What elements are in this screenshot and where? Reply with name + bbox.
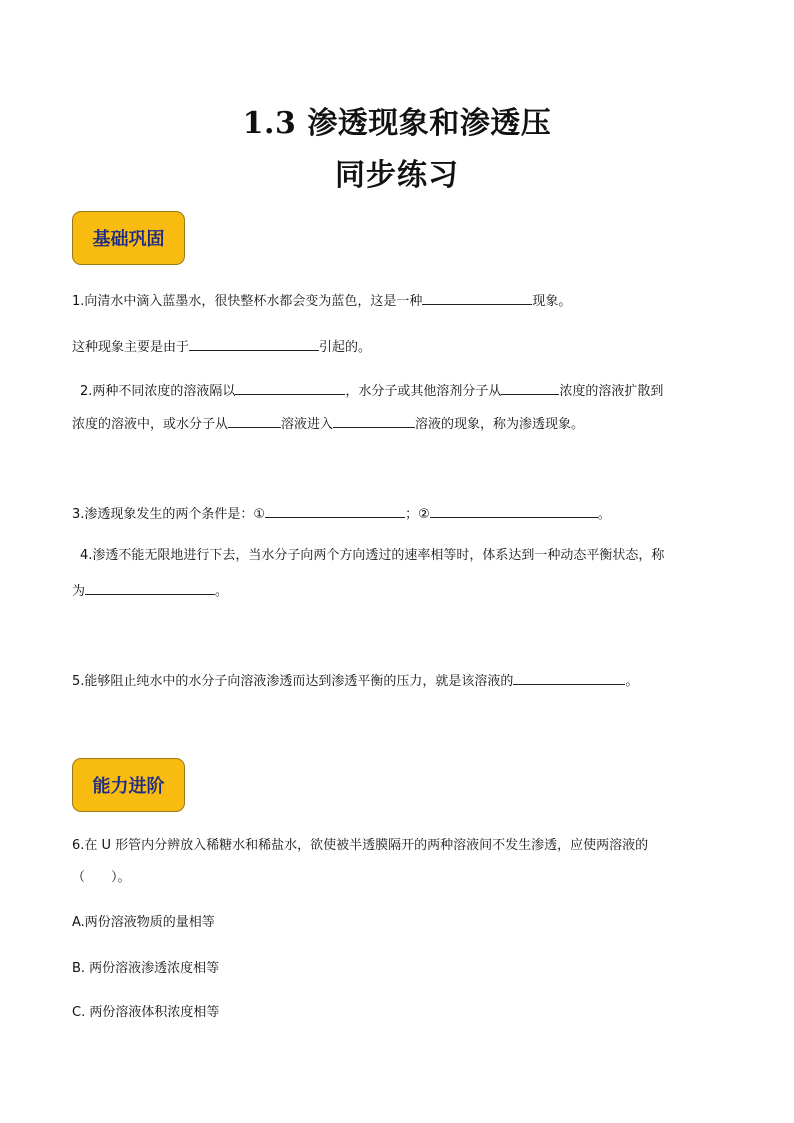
question-2-text: 浓度的溶液中，或水分子从 (72, 417, 229, 432)
question-3-text: 。 (597, 507, 611, 522)
question-6-answer-bracket: （ ）。 (72, 870, 131, 885)
answer-blank (85, 580, 215, 595)
question-4-line-1 (80, 547, 664, 565)
option-b: B. 两份溶液渗透浓度相等 (72, 961, 220, 976)
question-2-text: 溶液进入 (281, 417, 334, 432)
question-2-text: 2.两种不同浓度的溶液隔以 (80, 384, 236, 399)
question-1b-text-end: 引起的。 (319, 340, 372, 355)
question-6-line-2 (72, 869, 131, 887)
question-4-text: 。 (215, 584, 229, 599)
question-6-text: 6.在 U 形管内分辨放入稀糖水和稀盐水，欲使被半透膜隔开的两种溶液间不发生渗透，应使两溶液的 (72, 838, 649, 853)
section-badge-advanced: 能力进阶 (72, 758, 185, 812)
question-2-text: 浓度的溶液扩散到 (559, 384, 664, 399)
page-subtitle: 同步练习 (335, 158, 459, 193)
question-4-text: 4.渗透不能无限地进行下去，当水分子向两个方向透过的速率相等时，体系达到一种动态平衡状态，称 (80, 548, 665, 563)
question-2-line-1 (80, 380, 663, 401)
question-2-text: ，水分子或其他溶剂分子从 (345, 384, 502, 399)
question-5 (72, 670, 638, 691)
question-2-line-2 (72, 413, 584, 434)
question-2-text: 溶液的现象，称为渗透现象。 (415, 417, 585, 432)
question-3 (72, 503, 611, 524)
option-a: A.两份溶液物质的量相等 (72, 915, 215, 930)
question-3-text: ；② (405, 507, 430, 522)
page-title: 1.3 渗透现象和渗透压 (242, 106, 552, 141)
question-1 (72, 290, 571, 311)
question-1-text: 1.向清水中滴入蓝墨水，很快整杯水都会变为蓝色，这是一种 (72, 294, 423, 309)
question-1b-text: 这种现象主要是由于 (72, 340, 190, 355)
answer-blank (189, 336, 319, 351)
question-4-text: 为 (72, 584, 86, 599)
option-c: C. 两份溶液体积浓度相等 (72, 1005, 220, 1020)
answer-blank (501, 380, 559, 395)
question-5-text: 5.能够阻止纯水中的水分子向溶液渗透而达到渗透平衡的压力，就是该溶液的 (72, 674, 514, 689)
section-badge-basic: 基础巩固 (72, 211, 185, 265)
answer-blank (333, 413, 415, 428)
answer-blank (265, 503, 405, 518)
question-6-line-1 (72, 837, 648, 855)
question-5-text: 。 (625, 674, 639, 689)
answer-blank (228, 413, 281, 428)
answer-blank (430, 503, 598, 518)
question-1-text-end: 现象。 (532, 294, 572, 309)
answer-blank (513, 670, 625, 685)
answer-blank (235, 380, 345, 395)
question-3-text: 3.渗透现象发生的两个条件是：① (72, 507, 266, 522)
answer-blank (422, 290, 532, 305)
question-4-line-2 (72, 580, 228, 601)
question-1-continued (72, 336, 371, 357)
